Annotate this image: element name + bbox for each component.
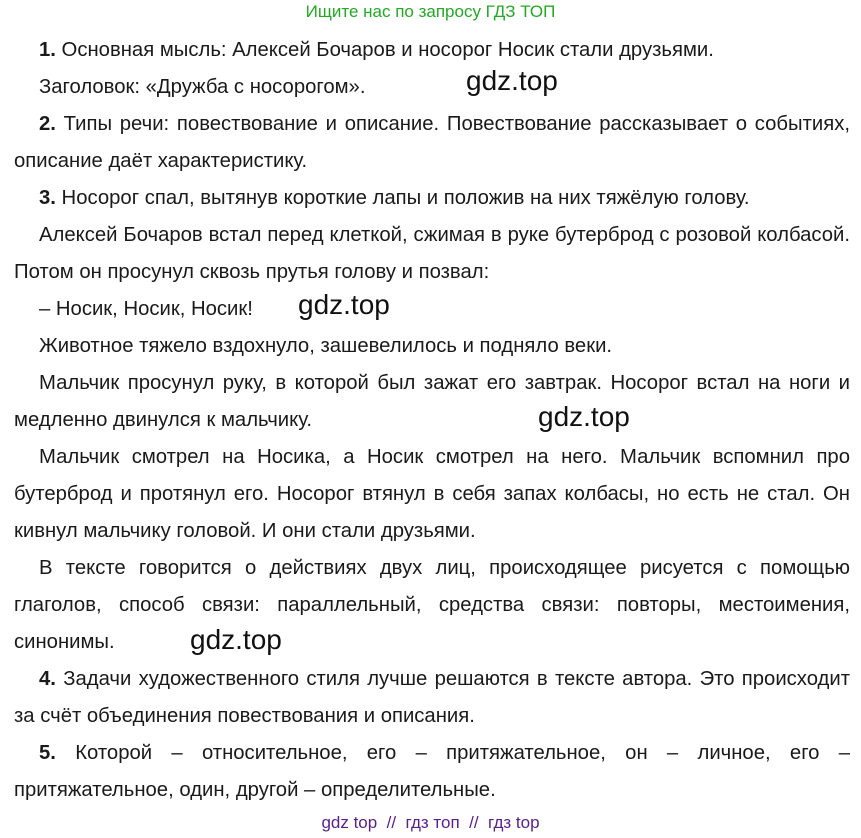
watermark: gdz.top [538, 401, 630, 432]
paragraph-text: Животное тяжело вздохнуло, зашевелилось и подняло веки. [39, 335, 613, 357]
answer-text [14, 32, 850, 809]
paragraph-text: Основная мысль: Алексей Бочаров и носорог Носик стали друзьями. [55, 39, 714, 61]
paragraph-text: Алексей Бочаров встал перед клеткой, сжимая в руке бутерброд с розовой колбасой. Потом он просунул сквозь прутья голову и позвал: [14, 224, 850, 283]
paragraph [14, 106, 850, 180]
paragraph-text: – Носик, Носик, Носик! [39, 298, 253, 320]
paragraph [14, 65, 850, 106]
paragraph-text: Мальчик просунул руку, в которой был зажат его завтрак. Носорог встал на ноги и медленно двинулся к мальчику. [14, 372, 850, 431]
watermark: gdz.top [190, 624, 282, 655]
paragraph-text: Заголовок: «Дружба с носорогом». [39, 76, 366, 98]
item-number: 1. [39, 39, 56, 61]
paragraph [14, 328, 850, 365]
search-banner: Ищите нас по запросу ГДЗ ТОП [305, 2, 556, 21]
paragraph [14, 180, 850, 217]
paragraph [14, 550, 850, 661]
paragraph-text: В тексте говорится о действиях двух лиц, происходящее рисуется с помощью глаголов, способ связи: параллельный, средства связи: повторы, местоимения, синонимы. [14, 557, 850, 653]
paragraph [14, 439, 850, 550]
item-number: 3. [39, 187, 56, 209]
paragraph [14, 291, 850, 328]
paragraph [14, 735, 850, 809]
watermark: gdz.top [466, 65, 558, 96]
paragraph-text: Носорог спал, вытянув короткие лапы и положив на них тяжёлую голову. [55, 187, 750, 209]
paragraph [14, 217, 850, 291]
item-number: 2. [39, 113, 56, 135]
paragraph-text: Задачи художественного стиля лучше решаются в тексте автора. Это происходит за счёт объединения повествования и описания. [14, 668, 850, 727]
paragraph [14, 365, 850, 439]
item-number: 5. [39, 742, 56, 764]
paragraph-text: Мальчик смотрел на Носика, а Носик смотрел на него. Мальчик вспомнил про бутерброд и протянул его. Носорог втянул в себя запах колбасы, но есть не стал. Он кивнул мальчику головой. И они стали друзьями. [14, 446, 850, 542]
paragraph-text: Типы речи: повествование и описание. Повествование рассказывает о событиях, описание даёт характеристику. [14, 113, 850, 172]
paragraph [14, 661, 850, 735]
paragraph-text: Которой – относительное, его – притяжательное, он – личное, его – притяжательное, один, другой – определительные. [14, 742, 850, 801]
item-number: 4. [39, 668, 56, 690]
paragraph [14, 32, 850, 69]
watermark: gdz.top [298, 289, 390, 320]
footer-links: gdz top // гдз топ // гдз top [321, 813, 540, 832]
